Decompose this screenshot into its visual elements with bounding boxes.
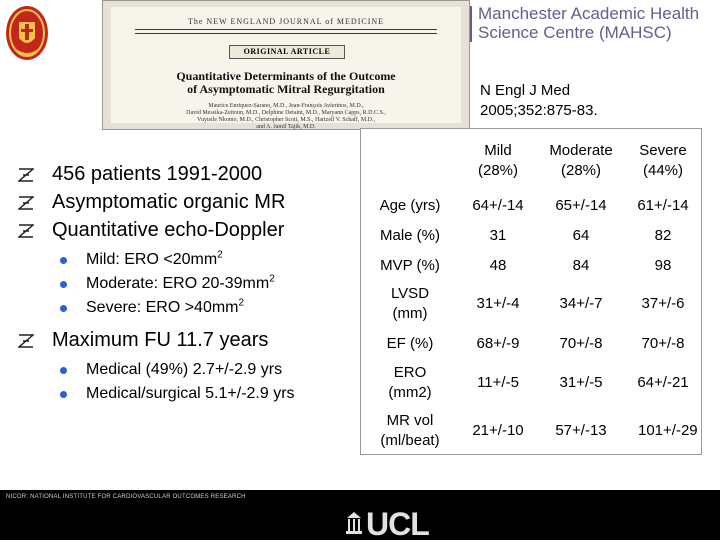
table-cell: 48 [489,257,507,274]
table-cell: 70+/-8 [641,335,685,352]
z-arrow-bullet-icon [18,168,34,182]
blue-dot-icon [60,391,67,398]
table-cell: 82 [654,227,672,244]
table-cell: 37+/-6 [641,295,685,312]
table-header-cell [459,133,537,189]
table-cell: 68+/-9 [476,335,520,352]
row-label-text: LVSD (mm) [390,285,430,322]
table-cell: 64 [572,227,590,244]
table-header-cell [537,133,625,189]
bullet-text: Quantitative echo-Doppler [52,219,285,241]
citation [480,81,598,121]
crest-logo-icon [4,2,50,62]
bullet-item [18,216,363,244]
sub-bullet-item [18,296,363,320]
sub-bullet-text: Medical/surgical 5.1+/-2.9 yrs [86,385,295,402]
ero-sub-list [18,248,363,320]
header-line: (28%) [477,162,518,179]
blue-dot-icon [60,367,67,374]
header-line: Mild [484,142,512,159]
table-cell: 64+/-14 [472,197,524,214]
blue-dot-icon [60,305,67,312]
table-row [361,407,701,455]
article-title-line: of Asymptomatic Mitral Regurgitation [187,82,385,96]
table-cell: 11+/-5 [477,374,519,391]
table-row [361,329,701,359]
sub-bullet-text: Mild: ERO <20mm [86,251,218,268]
bullet-item [18,160,363,188]
row-label [361,281,459,327]
article-authors [111,103,461,131]
table-row [361,359,701,407]
row-label: Male (%) [379,227,440,244]
bullet-item [18,188,363,216]
bullet-item [18,326,363,354]
superscript: 2 [238,297,245,309]
row-label [361,407,459,455]
row-label: MVP (%) [380,257,440,274]
blue-dot-icon [60,257,67,264]
header-line: (28%) [560,162,601,179]
article-title-line: Quantitative Determinants of the Outcome [176,69,396,83]
sub-bullet-text: Severe: ERO >40mm [86,299,239,316]
ucl-logo-text: UCL [366,506,429,542]
journal-article-image [102,0,470,130]
nicor-label: NICOR: NATIONAL INSTITUTE FOR CARDIOVASCULAR OUTCOMES RESEARCH [6,494,246,500]
table-row [361,191,701,221]
table-cell: 64+/-21 [637,374,689,391]
table-cell [625,407,701,455]
table-row [361,281,701,327]
bullet-list [18,160,363,412]
z-arrow-bullet-icon [18,334,34,348]
fu-sub-list [18,358,363,406]
author-line: David Messika-Zeitoun, M.D., Delphine Detaint, M.D., Maryann Capps, R.D.C.S., [186,110,386,116]
sub-bullet-text: Moderate: ERO 20-39mm [86,275,270,292]
table-cell: 34+/-7 [559,295,603,312]
org-name-line: Manchester Academic Health [478,4,700,23]
ucl-portico-icon [346,512,362,534]
org-header [478,4,699,42]
journal-name: The NEW ENGLAND JOURNAL of MEDICINE [187,17,385,26]
org-name-line: Science Centre (MAHSC) [478,23,672,42]
sub-bullet-item [18,358,363,382]
bullet-text: Maximum FU 11.7 years [52,329,269,351]
citation-journal: N Engl J Med [480,82,571,99]
author-line: Maurice Enriquez-Sarano, M.D., Jean-François Avierinos, M.D., [208,103,364,109]
table-cell: 84 [572,257,590,274]
table-row [361,221,701,251]
table-row [361,251,701,281]
article-type: ORIGINAL ARTICLE [229,45,345,59]
table-cell: 31 [489,227,507,244]
superscript: 2 [269,273,275,285]
journal-page [111,7,461,130]
table-cell: 21+/-10 [472,422,524,439]
sub-bullet-item [18,272,363,296]
header-line: (44%) [642,162,683,179]
table-header-cell [361,133,459,189]
author-line: and A. Jamil Tajik, M.D. [256,124,316,130]
baseline-characteristics-table [360,128,702,455]
z-arrow-bullet-icon [18,196,34,210]
org-header-bar [470,6,472,42]
table-cell: 70+/-8 [559,335,603,352]
bullet-text: 456 patients 1991-2000 [52,163,263,185]
table-cell: 31+/-5 [559,374,603,391]
row-label [361,359,459,407]
sub-bullet-item [18,382,363,406]
table-header-row [361,133,701,189]
table-cell: 57+/-13 [555,422,607,439]
table-header-cell [625,133,701,189]
article-title [111,70,461,96]
row-label-text: MR vol (ml/beat) [380,412,440,449]
blue-dot-icon [60,281,67,288]
cell-text: 101+/-29 [638,422,698,439]
row-label: Age (yrs) [379,197,441,214]
sub-bullet-text: Medical (49%) 2.7+/-2.9 yrs [86,361,283,378]
header-line: Severe [639,142,687,159]
header-line: Moderate [549,142,613,159]
sub-bullet-item [18,248,363,272]
author-line: Vuyisile Nkomo, M.D., Christopher Scott, M.S., Hartzell V. Schaff, M.D., [197,117,375,123]
table-cell: 31+/-4 [476,295,520,312]
table-cell: 61+/-14 [637,197,689,214]
row-label: EF (%) [386,335,434,352]
superscript: 2 [217,249,223,261]
table-cell: 98 [654,257,672,274]
bullet-text: Asymptomatic organic MR [52,191,286,213]
journal-rule [135,29,437,30]
z-arrow-bullet-icon [18,224,34,238]
footer-bar [0,490,720,540]
row-label-text: ERO (mm2) [388,364,432,401]
journal-rule [135,33,437,34]
citation-reference: 2005;352:875-83. [480,102,598,119]
table-cell: 65+/-14 [555,197,607,214]
